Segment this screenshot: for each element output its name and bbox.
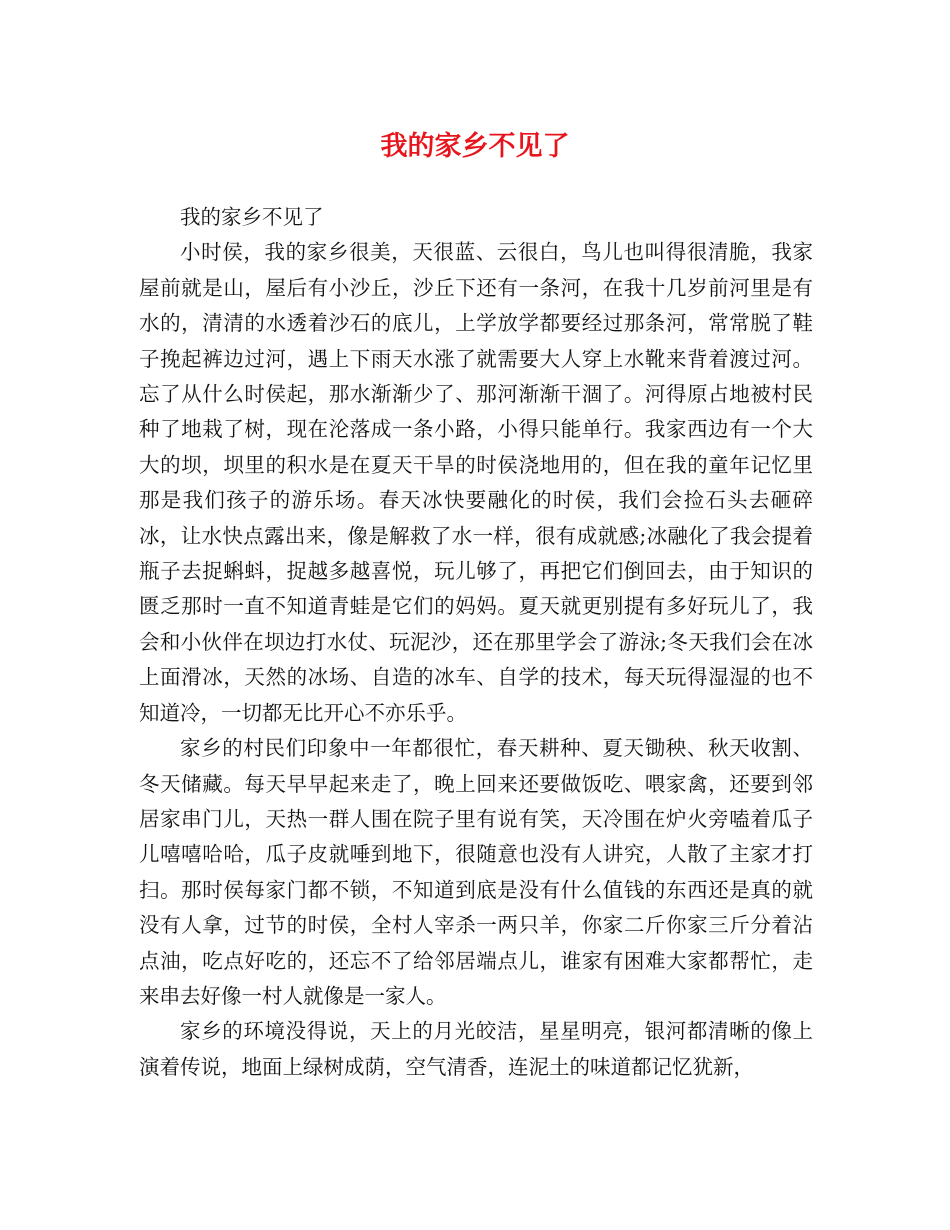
document-body [139, 200, 813, 1085]
document-title: 我的家乡不见了 [380, 131, 570, 162]
document-subtitle: 我的家乡不见了 [180, 205, 324, 229]
paragraph-environment: 家乡的环境没得说，天上的月光皎洁，星星明亮，银河都清晰的像上演着传说，地面上绿树成荫，空气清香，连泥土的味道都记忆犹新， [139, 1019, 813, 1079]
paragraph-childhood: 小时侯，我的家乡很美，天很蓝、云很白，鸟儿也叫得很清脆，我家屋前就是山，屋后有小沙丘，沙丘下还有一条河，在我十几岁前河里是有水的，清清的水透着沙石的底儿，上学放学都要经过那条河，常常脱了鞋子挽起裤边过河，遇上下雨天水涨了就需要大人穿上水靴来背着渡过河。忘了从什么时侯起，那水渐渐少了、那河渐渐干涸了。河得原占地被村民种了地栽了树，现在沦落成一条小路，小得只能单行。我家西边有一个大大的坝，坝里的积水是在夏天干旱的时侯浇地用的，但在我的童年记忆里那是我们孩子的游乐场。春天冰快要融化的时侯，我们会捡石头去砸碎冰，让水快点露出来，像是解救了水一样，很有成就感;冰融化了我会提着瓶子去捉蝌蚪，捉越多越喜悦，玩儿够了，再把它们倒回去，由于知识的匮乏那时一直不知道青蛙是它们的妈妈。夏天就更别提有多好玩儿了，我会和小伙伴在坝边打水仗、玩泥沙，还在那里学会了游泳;冬天我们会在冰上面滑冰，天然的冰场、自造的冰车、自学的技术，每天玩得湿湿的也不知道冷，一切都无比开心不亦乐乎。 [139, 240, 813, 725]
paragraph-villagers: 家乡的村民们印象中一年都很忙，春天耕种、夏天锄秧、秋天收割、冬天储藏。每天早早起来走了，晚上回来还要做饭吃、喂家禽，还要到邻居家串门儿，天热一群人围在院子里有说有笑，天冷围在炉火旁嗑着瓜子儿嘻嘻哈哈，瓜子皮就唾到地下，很随意也没有人讲究，人散了主家才打扫。那时侯每家门都不锁，不知道到底是没有什么值钱的东西还是真的就没有人拿，过节的时侯，全村人宰杀一两只羊，你家二斤你家三斤分着沾点油，吃点好吃的，还忘不了给邻居端点儿，谁家有困难大家都帮忙，走来串去好像一村人就像是一家人。 [139, 736, 813, 1008]
